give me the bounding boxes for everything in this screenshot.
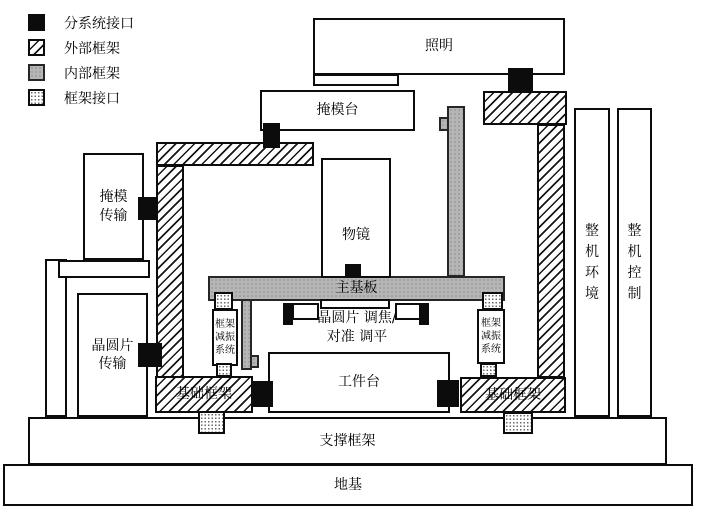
mask-stage-label: 掩模台	[316, 102, 359, 119]
legend-label: 分系统接口	[64, 15, 134, 32]
legend-label: 框架接口	[64, 90, 120, 107]
internal-frame-right-column	[447, 106, 465, 277]
mask-stage-box	[260, 90, 415, 131]
interface-stage-right	[437, 380, 459, 407]
foundation-box	[3, 464, 693, 506]
frame-interface-right-top	[482, 292, 503, 310]
interface-illumination-frame	[508, 68, 533, 92]
wafer-transport-label: 晶圆片传输	[91, 337, 134, 372]
frame-interface-swatch-icon	[28, 89, 45, 106]
main-baseplate-box	[208, 276, 505, 301]
machine-environment-label: 整机环境	[585, 222, 599, 302]
focus-sensor-bar	[320, 299, 390, 309]
support-frame-box	[28, 417, 667, 465]
support-frame-label: 支撑框架	[319, 432, 376, 449]
wafer-focus-label-line1: 晶圆片 调焦/	[317, 310, 397, 326]
objective-box	[321, 158, 391, 278]
illumination-flange	[313, 74, 399, 86]
base-frame-left-box	[155, 376, 253, 413]
frame-interface-left-top	[214, 292, 233, 310]
illumination-label: 照明	[425, 38, 453, 55]
interface-stage-left	[253, 381, 273, 407]
base-frame-label: 基础框架	[485, 386, 541, 403]
legend-label: 内部框架	[64, 65, 120, 82]
legend-row-subsystem-interface	[28, 10, 134, 35]
legend-row-internal-frame	[28, 60, 134, 85]
frame-interface-right-bottom	[480, 363, 497, 377]
interface-mask-transport-frame	[138, 197, 158, 220]
mask-transport-box	[83, 153, 144, 260]
machine-control-box	[617, 108, 652, 417]
illumination-box	[313, 18, 565, 75]
external-frame-right-top-bar	[483, 91, 567, 125]
frame-damping-label: 框架减振系统	[481, 318, 501, 355]
machine-control-label: 整机控制	[627, 222, 642, 302]
workpiece-stage-label: 工件台	[338, 374, 380, 391]
transport-stand-leg	[45, 259, 67, 417]
legend	[28, 10, 134, 110]
interface-wafer-transport-frame	[138, 343, 162, 367]
legend-row-frame-interface	[28, 85, 134, 110]
transport-stand-top-bar	[58, 260, 150, 278]
external-frame-left-top-bar	[156, 142, 314, 166]
frame-damping-left-box	[212, 309, 238, 366]
external-frame-right-column	[537, 124, 565, 378]
objective-label: 物镜	[342, 227, 370, 243]
subsystem-interface-swatch-icon	[28, 14, 45, 31]
frame-damping-label: 框架减振系统	[215, 319, 235, 356]
mask-transport-label: 掩模传输	[99, 189, 128, 224]
interface-mask-stage-frame	[263, 123, 280, 148]
machine-environment-box	[574, 108, 610, 417]
main-baseplate-label: 主基板	[335, 280, 378, 297]
legend-row-external-frame	[28, 35, 134, 60]
interface-objective-baseplate	[345, 264, 361, 277]
base-frame-right-box	[460, 377, 566, 413]
wafer-focus-label-line2: 对准 调平	[326, 329, 388, 345]
base-frame-label: 基础框架	[176, 386, 232, 403]
foundation-label: 地基	[334, 476, 362, 493]
frame-interface-left-bottom	[216, 363, 232, 377]
internal-frame-right-nub	[439, 117, 449, 131]
legend-label: 外部框架	[64, 40, 120, 57]
internal-frame-left-nub	[250, 355, 259, 368]
frame-interface-base-right	[503, 412, 533, 434]
wafer-focus-label	[290, 309, 424, 347]
external-frame-swatch-icon	[28, 39, 45, 56]
frame-damping-right-box	[477, 309, 505, 364]
workpiece-stage-box	[268, 352, 450, 413]
frame-interface-base-left	[198, 411, 225, 434]
internal-frame-swatch-icon	[28, 64, 45, 81]
